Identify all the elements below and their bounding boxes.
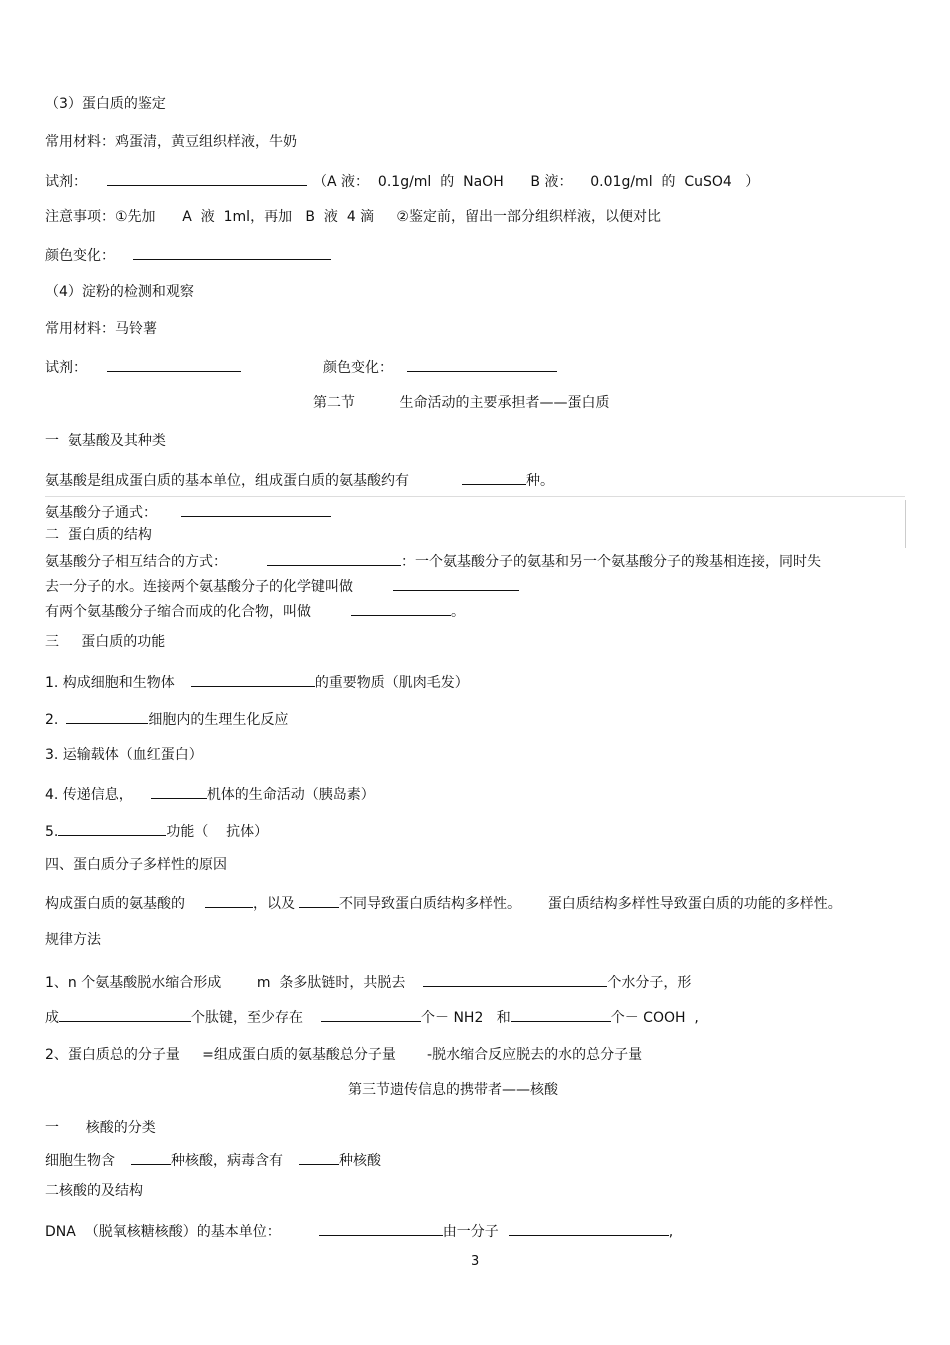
line-rule-1a (45, 972, 691, 992)
line-function-2 (45, 709, 288, 729)
blank-diversity-1 (205, 893, 253, 908)
blank-color-change-2 (407, 357, 557, 372)
blank-peptide-bonds (59, 1007, 191, 1022)
heading-protein-structure: 二 蛋白质的结构 (45, 527, 152, 543)
blank-reagent-2 (107, 357, 241, 372)
text-function-1: 1. 构成细胞和生物体 (45, 675, 175, 691)
heading-diversity-reasons: 四、蛋白质分子多样性的原因 (45, 857, 227, 873)
line-function-4 (45, 784, 375, 804)
line-dipeptide (45, 601, 465, 621)
blank-amino-acid-count (462, 470, 526, 485)
blank-general-formula (181, 502, 331, 517)
text-function-1-end: 的重要物质（肌肉毛发） (314, 675, 469, 691)
heading-amino-acids: 一 氨基酸及其种类 (45, 433, 166, 449)
text-nh2: 个－ NH2 和 (421, 1010, 511, 1026)
line-diversity (45, 893, 842, 913)
heading-nucleic-acid-classification: 一 核酸的分类 (45, 1120, 156, 1136)
line-binding-method (45, 551, 821, 571)
blank-dna-unit (319, 1221, 443, 1236)
text-function-5-end: 功能（ 抗体） (166, 824, 269, 840)
text-common-materials-2: 常用材料：马铃薯 (45, 321, 157, 337)
text-form: 成 (45, 1010, 59, 1026)
text-function-2-num: 2. (45, 712, 59, 728)
heading-rules-methods: 规律方法 (45, 932, 101, 948)
text-cooh: 个－ COOH , (610, 1010, 699, 1026)
label-binding-method: 氨基酸分子相互结合的方式： (45, 554, 227, 570)
text-one-molecule: 由一分子 (442, 1224, 499, 1240)
text-comma: , (668, 1224, 674, 1240)
blank-reagent-1 (107, 171, 307, 186)
line-function-1 (45, 672, 469, 692)
blank-function-2 (66, 709, 148, 724)
line-dna-unit (45, 1221, 673, 1241)
blank-diversity-2 (299, 893, 339, 908)
text-rule-1b: 个水分子，形 (607, 975, 692, 991)
line-reagent-2 (45, 357, 241, 377)
line-color-change-2 (323, 357, 557, 377)
text-function-5-num: 5. (45, 824, 59, 840)
section-title-3: 第三节遗传信息的携带者——核酸 (348, 1082, 558, 1098)
heading-protein-identification: （3）蛋白质的鉴定 (45, 96, 166, 112)
line-color-change-1 (45, 245, 331, 265)
text-binding-description: ：一个氨基酸分子的氨基和另一个氨基酸分子的羧基相连接，同时失 (401, 554, 821, 570)
page-number: 3 (471, 1254, 480, 1269)
text-dna-unit: DNA （脱氧核糖核酸）的基本单位： (45, 1224, 281, 1240)
blank-color-change-1 (133, 245, 331, 260)
heading-starch-detection: （4）淀粉的检测和观察 (45, 284, 194, 300)
blank-chemical-bond (393, 576, 519, 591)
text-common-materials-1: 常用材料：鸡蛋清，黄豆组织样液，牛奶 (45, 134, 297, 150)
heading-nucleic-acid-structure: 二核酸的及结构 (45, 1183, 143, 1199)
label-general-formula: 氨基酸分子通式： (45, 505, 157, 521)
text-amino-acid-unit: 氨基酸是组成蛋白质的基本单位，组成蛋白质的氨基酸约有 (45, 473, 409, 489)
blank-virus-nucleic-acids (299, 1150, 339, 1165)
blank-cooh (511, 1007, 611, 1022)
blank-water-molecules (423, 972, 607, 987)
text-dipeptide: 有两个氨基酸分子缩合而成的化合物，叫做 (45, 604, 311, 620)
label-reagent: 试剂： (45, 174, 87, 190)
blank-dipeptide (351, 601, 451, 616)
text-at-least: 个肽键，至少存在 (191, 1010, 303, 1026)
label-color-change: 颜色变化： (45, 248, 115, 264)
line-nucleic-acid-types (45, 1150, 381, 1170)
text-virus: 种核酸，病毒含有 (171, 1153, 283, 1169)
text-cellular-organisms: 细胞生物含 (45, 1153, 115, 1169)
box-right-border (905, 500, 906, 548)
text-function-4: 4. 传递信息， (45, 787, 133, 803)
blank-nh2 (321, 1007, 421, 1022)
label-color-change: 颜色变化： (323, 360, 393, 376)
text-function-2-end: 细胞内的生理生化反应 (148, 712, 289, 728)
line-general-formula (45, 502, 331, 522)
blank-function-1 (191, 672, 315, 687)
blank-function-5 (58, 821, 166, 836)
text-rule-1a: 1、n 个氨基酸脱水缩合形成 m 条多肽链时，共脱去 (45, 975, 406, 991)
box-top-border (45, 496, 905, 497)
text-reagent-detail: （A 液： 0.1g/ml 的 NaOH B 液： 0.01g/ml 的 CuSO4 ） (313, 174, 760, 190)
blank-one-molecule (509, 1221, 669, 1236)
blank-function-4 (151, 784, 207, 799)
section-title-2: 第二节 生命活动的主要承担者——蛋白质 (313, 395, 610, 411)
text-function-4-end: 机体的生命活动（胰岛素） (206, 787, 375, 803)
text-diversity-a: 构成蛋白质的氨基酸的 (45, 896, 185, 912)
text-period: 。 (451, 604, 465, 620)
text-diversity-b: ，以及 (253, 896, 295, 912)
blank-binding-method (267, 551, 401, 566)
blank-cell-nucleic-acids (131, 1150, 171, 1165)
text-function-3: 3. 运输载体（血红蛋白） (45, 747, 203, 763)
text-notes: 注意事项：①先加 A 液 1ml，再加 B 液 4 滴 ②鉴定前，留出一部分组织样液，以便对比 (45, 209, 661, 225)
line-function-5 (45, 821, 268, 841)
line-amino-acid-count (45, 470, 554, 490)
line-reagent-1 (45, 171, 759, 191)
line-chemical-bond (45, 576, 519, 596)
text-rule-2: 2、蛋白质总的分子量 =组成蛋白质的氨基酸总分子量 -脱水缩合反应脱去的水的总分子量 (45, 1047, 643, 1063)
label-reagent: 试剂： (45, 360, 87, 376)
line-rule-1b (45, 1007, 699, 1027)
text-diversity-c: 不同导致蛋白质结构多样性。 蛋白质结构多样性导致蛋白质的功能的多样性。 (339, 896, 842, 912)
text-nucleic-acid: 种核酸 (339, 1153, 381, 1169)
text-kinds: 种。 (526, 473, 554, 489)
text-chemical-bond: 去一分子的水。连接两个氨基酸分子的化学键叫做 (45, 579, 353, 595)
heading-protein-functions: 三 蛋白质的功能 (45, 634, 166, 650)
